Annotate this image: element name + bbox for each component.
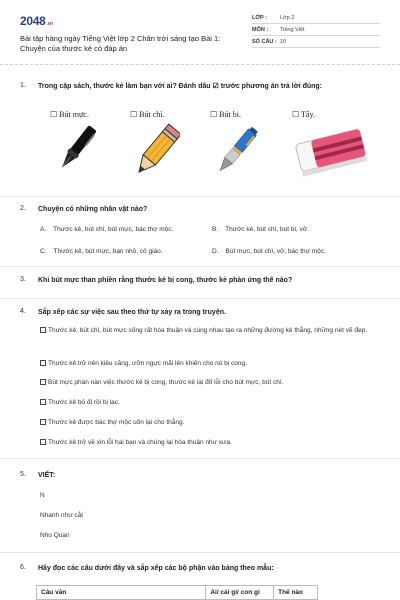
meta-value: Tiếng Việt — [280, 26, 305, 33]
option-fountain-pen[interactable] — [50, 110, 130, 190]
order-item-text: Bút mực phàn nàn việc thước kẻ bị cong, thước kẻ lại đổ lỗi cho bút mực, bút chì. — [48, 379, 284, 386]
checkbox[interactable] — [40, 379, 46, 385]
question-text: Trong cặp sách, thước kẻ làm bạn với ai? Đánh dấu ☑ trước phương án trả lời đúng: — [38, 83, 323, 90]
option-label: ☐ Bút bi. — [210, 110, 241, 119]
checkbox[interactable] — [40, 327, 46, 333]
option-label: ☐ Bút mực. — [50, 110, 89, 119]
question-number: 4. — [20, 308, 26, 315]
meta-row-grade — [252, 12, 380, 24]
meta-table — [252, 12, 380, 48]
divider — [0, 64, 400, 65]
meta-key: MÔN : — [252, 26, 269, 33]
choice-text: Bút mực, bút chì, vở, bác thợ mộc. — [225, 248, 326, 255]
table-header-cell: Câu văn — [37, 586, 206, 600]
option-label: ☐ Tẩy. — [292, 110, 315, 119]
order-item[interactable] — [40, 378, 370, 388]
image-options — [30, 110, 370, 190]
logo[interactable]: 2048.vn — [20, 14, 53, 28]
question-number: 6. — [20, 564, 26, 571]
order-item-text: Thước kẻ, bút chì, bút mực sống rất hòa thuận và cùng nhau tạo ra những đường kẻ thẳng, những nét vẽ đẹp. — [48, 327, 368, 334]
choice-text: Thước kẻ, bút chì, bút bi, vở. — [225, 226, 309, 233]
choice-c[interactable] — [40, 248, 163, 255]
choice-letter: A. — [40, 226, 47, 233]
table-header-cell: Ai/ cái gì/ con gì — [206, 586, 274, 600]
ballpoint-pen-icon — [210, 122, 260, 184]
meta-row-subject — [252, 24, 380, 36]
meta-value: 10 — [280, 38, 287, 45]
option-eraser[interactable] — [292, 110, 372, 190]
question-number: 1. — [20, 82, 26, 89]
choice-letter: C. — [40, 248, 47, 255]
answer-table — [36, 585, 318, 600]
divider — [0, 552, 400, 553]
order-item-text: Thước kẻ được bác thợ mộc uốn lại cho thẳng. — [48, 419, 185, 426]
option-label: ☐ Bút chì. — [130, 110, 165, 119]
checkbox[interactable] — [40, 439, 46, 445]
question-number: 3. — [20, 276, 26, 283]
option-pencil[interactable] — [130, 110, 210, 190]
order-item[interactable] — [40, 326, 370, 336]
meta-row-count — [252, 36, 380, 48]
divider — [0, 196, 400, 197]
divider — [0, 298, 400, 299]
eraser-icon — [292, 122, 372, 182]
meta-key: SỐ CÂU : — [252, 38, 277, 45]
choice-letter: D. — [212, 248, 219, 255]
order-item-text: Thước kẻ bỏ đi rồi bị lạc. — [48, 399, 120, 406]
option-ballpoint-pen[interactable] — [210, 110, 290, 190]
question-number: 2. — [20, 205, 26, 212]
question-text: Khi bút mực than phiền rằng thước kẻ bị cong, thước kẻ phản ứng thế nào? — [38, 277, 293, 284]
table-header-row — [37, 586, 318, 600]
choice-d[interactable] — [212, 248, 326, 255]
meta-value: Lớp 2 — [280, 14, 295, 21]
choice-a[interactable] — [40, 226, 173, 233]
choice-text: Thước kẻ, bút mực, bạn nhỏ, cô giáo. — [53, 248, 163, 255]
question-text: VIẾT: — [38, 472, 56, 479]
divider — [0, 266, 400, 267]
choice-b[interactable] — [212, 226, 309, 233]
order-item[interactable] — [40, 438, 370, 448]
question-number: 5. — [20, 471, 26, 478]
order-item[interactable] — [40, 418, 370, 428]
choice-letter: B. — [212, 226, 219, 233]
writing-line: N — [40, 492, 45, 499]
checkbox[interactable] — [40, 360, 46, 366]
meta-key: LỚP : — [252, 14, 267, 21]
order-item-text: Thước kẻ trở nên kiêu căng, ưỡn ngực mãi lên khiến cho nó bị cong. — [48, 360, 247, 367]
writing-line: Nho Quan — [40, 532, 70, 539]
question-text: Sắp xếp các sự việc sau theo thứ tự xảy ra trong truyện. — [38, 309, 226, 316]
checkbox[interactable] — [40, 419, 46, 425]
order-item[interactable] — [40, 398, 370, 408]
header — [20, 12, 380, 60]
pencil-icon — [130, 122, 180, 184]
order-item-text: Thước kẻ trở về xin lỗi hai bạn và chúng lại hòa thuận như xưa. — [48, 439, 232, 446]
fountain-pen-icon — [50, 122, 100, 180]
question-text: Hãy đọc các câu dưới đây và sắp xếp các bộ phận vào bảng theo mẫu: — [38, 565, 274, 572]
choice-text: Thước kẻ, bút chì, bút mực, bác thợ mộc. — [53, 226, 174, 233]
order-item[interactable] — [40, 359, 370, 369]
page-title: Bài tập hàng ngày Tiếng Việt lớp 2 Chân trời sáng tạo Bài 1: Chuyện của thước kẻ có đáp án — [20, 34, 221, 53]
table-header-cell: Thế nào — [274, 586, 318, 600]
checkbox[interactable] — [40, 399, 46, 405]
question-text: Chuyện có những nhân vật nào? — [38, 206, 148, 213]
divider — [0, 458, 400, 459]
writing-line: Nhanh như cắt — [40, 512, 84, 519]
